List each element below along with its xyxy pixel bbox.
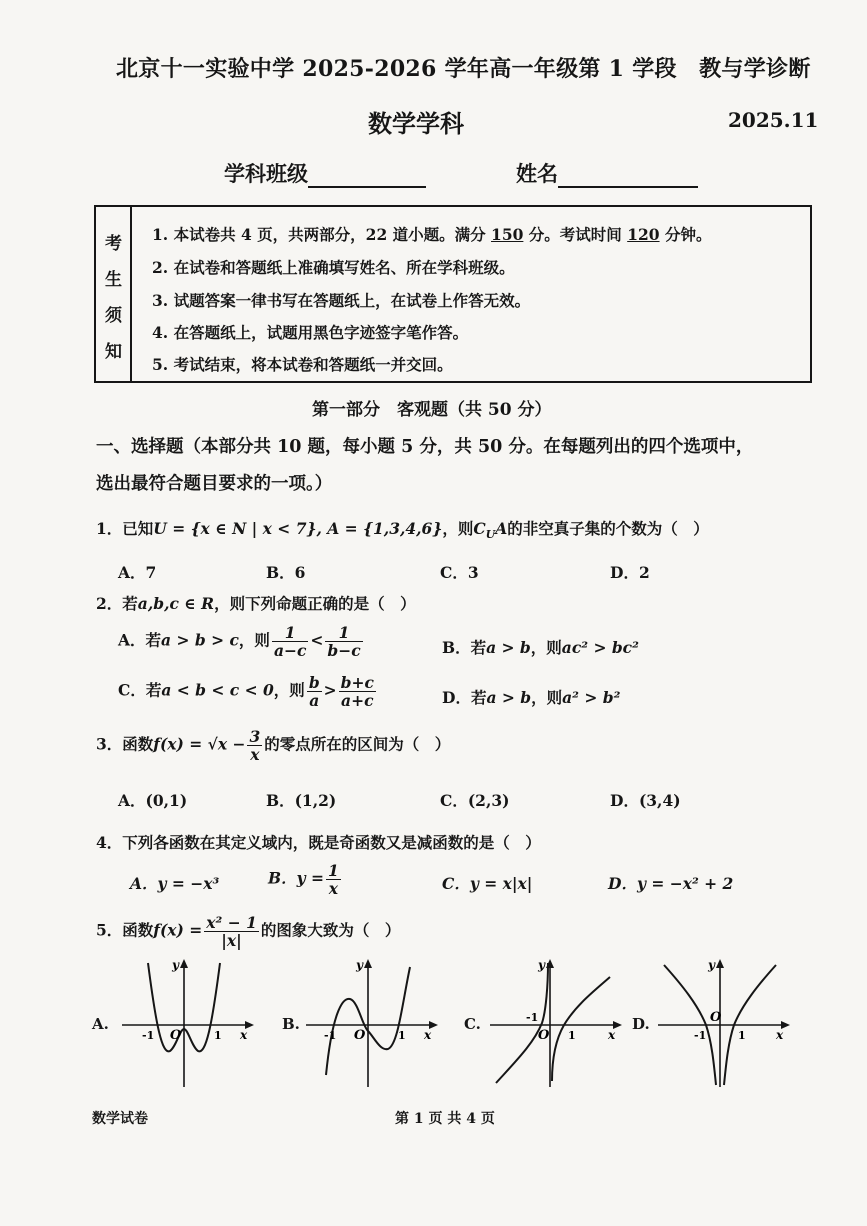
q2-option-d: D．若a > b，则a² > b² — [442, 688, 621, 707]
footer-subject: 数学试卷 — [92, 1111, 148, 1127]
q5-graph-c — [486, 955, 626, 1090]
tick-label: 1 — [398, 1029, 406, 1042]
notice-label-char: 生 — [105, 270, 122, 290]
tick-label: -1 — [526, 1011, 539, 1024]
exam-duration: 120 — [627, 225, 660, 244]
notice-label-char: 考 — [105, 234, 122, 254]
notice-item-3: 3. 试题答案一律书写在答题纸上，在试卷上作答无效。 — [152, 291, 531, 310]
x-axis-label: x — [240, 1028, 248, 1042]
tick-label: 1 — [214, 1029, 222, 1042]
section-instructions-line-1: 一、选择题（本部分共 10 题，每小题 5 分，共 50 分。在每题列出的四个选项中， — [96, 437, 754, 457]
class-field — [224, 158, 426, 188]
subject-title: 数学学科 — [368, 109, 464, 138]
notice-label-column — [96, 207, 132, 381]
footer-page-number: 第 1 页 共 4 页 — [395, 1111, 495, 1127]
question-5: 5．函数f(x) = $\frac{\text{x² − 1}}{|x|}$ 的图象大致为（ ） — [96, 913, 401, 951]
graph-curve-left — [496, 963, 548, 1083]
x-axis-label: x — [608, 1028, 616, 1042]
q1-option-d: D．2 — [610, 563, 650, 582]
section-instructions-line-2: 选出最符合题目要求的一项。） — [96, 474, 333, 494]
y-axis-label: y — [708, 958, 715, 972]
q4-option-c: C．y = x|x| — [442, 874, 533, 893]
q5-option-a-label: A. — [92, 1015, 109, 1033]
q2-option-b: B．若a > b，则ac² > bc² — [442, 638, 639, 657]
origin-label: O — [354, 1028, 366, 1043]
q5-graph-d — [654, 955, 794, 1090]
y-axis-label: y — [356, 958, 363, 972]
exam-title: 北京十一实验中学 2025-2026 学年高一年级第 1 学段 教与学诊断 — [116, 56, 811, 82]
x-axis-label: x — [424, 1028, 432, 1042]
origin-label: O — [538, 1028, 550, 1043]
tick-label: -1 — [324, 1029, 337, 1042]
name-label: 姓名 — [516, 161, 558, 186]
exam-notice-box — [94, 205, 812, 383]
tick-label: 1 — [738, 1029, 746, 1042]
question-1: 1．已知U = {x ∈ N | x < 7}, A = {1,3,4,6}，则$C_UA$的非空真子集的个数为（ ） — [96, 519, 709, 542]
origin-label: O — [170, 1028, 182, 1043]
q3-option-a: A．(0,1) — [118, 791, 188, 810]
y-axis-arrow — [364, 959, 372, 968]
q3-option-c: C．(2,3) — [440, 791, 510, 810]
question-2: 2．若a,b,c ∈ R，则下列命题正确的是（ ） — [96, 594, 416, 613]
tick-label: 1 — [568, 1029, 576, 1042]
full-score: 150 — [491, 225, 524, 244]
q1-option-c: C．3 — [440, 563, 479, 582]
class-label: 学科班级 — [224, 161, 308, 186]
question-3: 3．函数f(x) = √x − $\frac{3}{x}$ 的零点所在的区间为（ ） — [96, 727, 451, 765]
notice-item-4: 4. 在答题纸上，试题用黑色字迹签字笔作答。 — [152, 323, 469, 342]
q1-option-a: A．7 — [118, 563, 157, 582]
graph-curve-right — [552, 977, 610, 1081]
question-4: 4．下列各函数在其定义域内，既是奇函数又是减函数的是（ ） — [96, 833, 541, 852]
q1-option-b: B．6 — [266, 563, 306, 582]
exam-date: 2025.11 — [728, 108, 819, 132]
q5-option-b-label: B. — [282, 1015, 300, 1033]
name-field — [516, 158, 698, 188]
q5-option-c-label: C. — [464, 1015, 481, 1033]
notice-label-char: 知 — [105, 342, 122, 362]
q3-option-b: B．(1,2) — [266, 791, 337, 810]
tick-label: -1 — [694, 1029, 707, 1042]
class-blank — [308, 164, 426, 188]
notice-item-1: 1. 本试卷共 4 页，共两部分，22 道小题。满分 150 分。考试时间 120 分钟。 — [152, 225, 712, 244]
q4-option-b: B．y = $\frac{1}{x}$ — [268, 861, 339, 899]
origin-label: O — [710, 1010, 722, 1025]
q3-option-d: D．(3,4) — [610, 791, 681, 810]
notice-item-2: 2. 在试卷和答题纸上准确填写姓名、所在学科班级。 — [152, 258, 515, 277]
name-blank — [558, 164, 698, 188]
x-axis-label: x — [776, 1028, 784, 1042]
notice-item-5: 5. 考试结束，将本试卷和答题纸一并交回。 — [152, 355, 453, 374]
y-axis-arrow — [716, 959, 724, 968]
q5-graph-a — [118, 955, 258, 1090]
q2-option-c: C．若a < b < c < 0，则 $\frac{b}{a}$ > $\frac{b+c}{a+c}$ — [118, 673, 374, 711]
q5-option-d-label: D. — [632, 1015, 650, 1033]
q2-option-a: A．若a > b > c，则 $\frac{1}{a-c}$ < $\frac{1}{b-c}$ — [118, 623, 361, 661]
y-axis-arrow — [180, 959, 188, 968]
notice-label-char: 须 — [105, 306, 122, 326]
part-one-title: 第一部分 客观题（共 50 分） — [312, 400, 552, 420]
y-axis-label: y — [172, 958, 179, 972]
q4-option-d: D．y = −x² + 2 — [608, 874, 734, 893]
q1-math: U = {x ∈ N | x < 7}, A = {1,3,4,6} — [153, 519, 443, 538]
y-axis-label: y — [538, 958, 545, 972]
tick-label: -1 — [142, 1029, 155, 1042]
q5-graph-b — [302, 955, 442, 1090]
q4-option-a: A．y = −x³ — [130, 874, 220, 893]
